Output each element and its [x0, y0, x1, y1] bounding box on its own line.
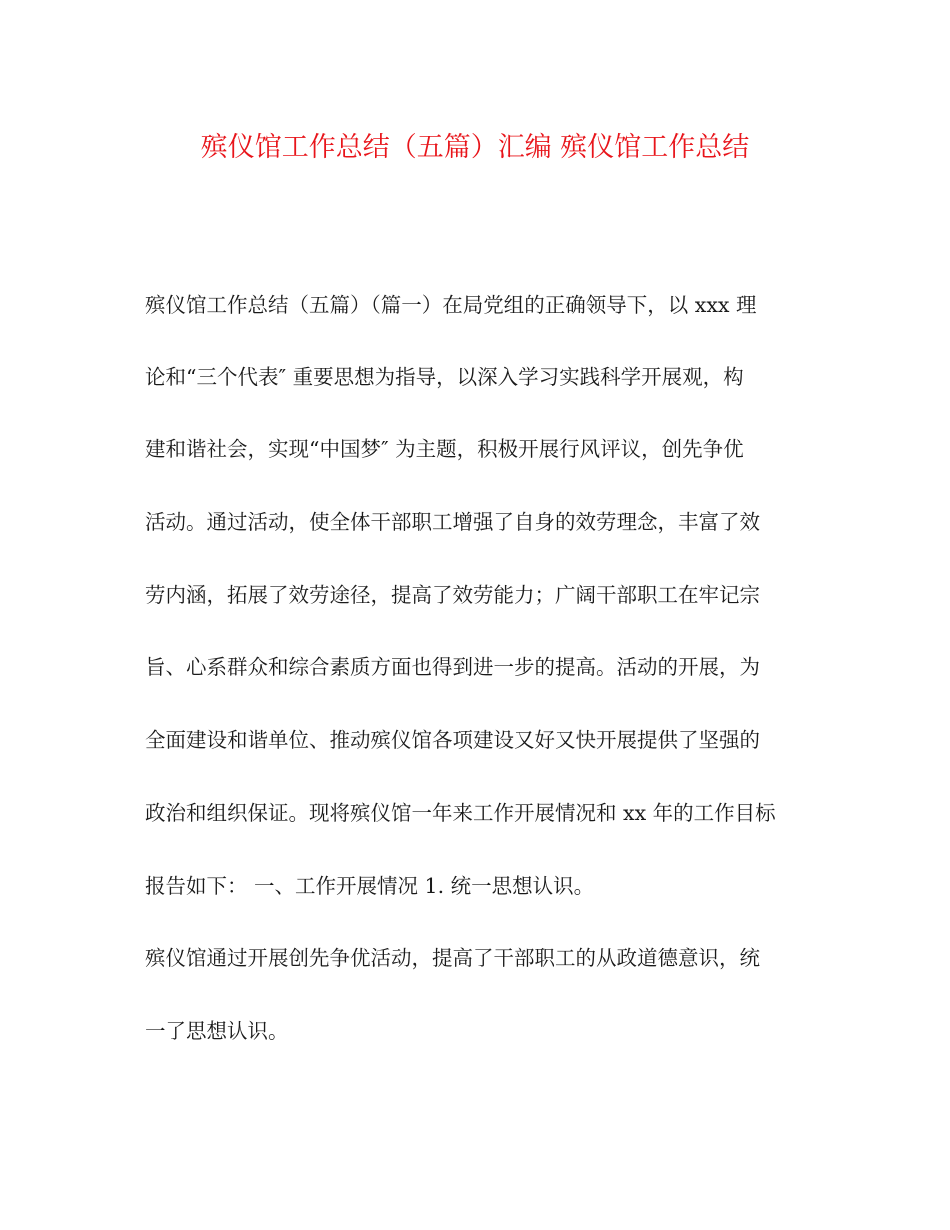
paragraph-1-line-7: 全面建设和谐单位、推动殡仪馆各项建设又好又快开展提供了坚强的 [145, 728, 760, 752]
paragraph-2-line-2: 一了思想认识。 [145, 1019, 289, 1043]
paragraph-1-line-8: 政治和组织保证。现将殡仪馆一年来工作开展情况和 xx 年的工作目标 [145, 801, 776, 825]
paragraph-2-line-1: 殡仪馆通过开展创先争优活动，提高了干部职工的从政道德意识，统 [145, 946, 760, 970]
paragraph-1-line-5: 劳内涵，拓展了效劳途径，提高了效劳能力；广阔干部职工在牢记宗 [145, 583, 760, 607]
paragraph-1-line-1: 殡仪馆工作总结（五篇）（篇一）在局党组的正确领导下，以 xxx 理 [145, 293, 757, 317]
paragraph-1-line-9: 报告如下： 一、工作开展情况 1. 统一思想认识。 [145, 874, 595, 898]
paragraph-1-line-2: 论和“三个代表″ 重要思想为指导，以深入学习实践科学开展观，构 [145, 365, 744, 389]
paragraph-1-line-3: 建和谐社会，实现“中国梦″ 为主题，积极开展行风评议，创先争优 [145, 437, 744, 461]
paragraph-1-line-4: 活动。通过活动，使全体干部职工增强了自身的效劳理念，丰富了效 [145, 510, 760, 534]
document-title: 殡仪馆工作总结（五篇）汇编 殡仪馆工作总结 [200, 132, 750, 163]
paragraph-1-line-6: 旨、心系群众和综合素质方面也得到进一步的提高。活动的开展，为 [145, 655, 760, 679]
